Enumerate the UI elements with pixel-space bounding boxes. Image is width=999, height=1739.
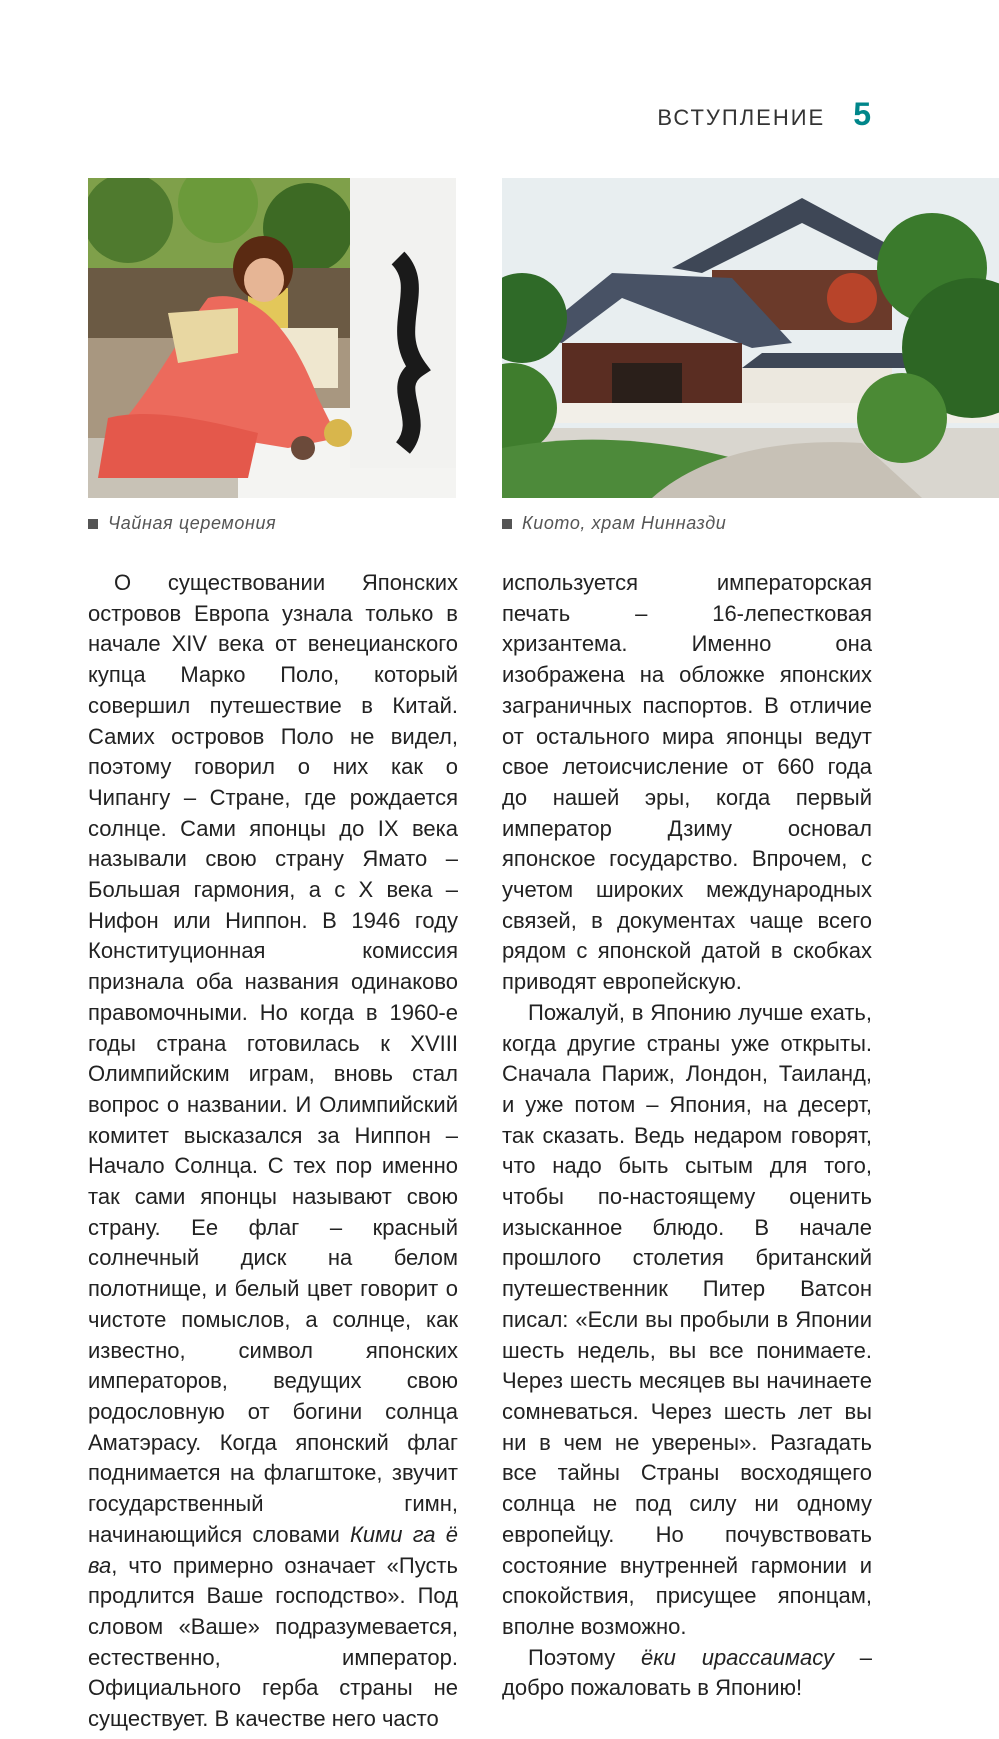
page-header bbox=[657, 96, 871, 133]
photo-caption-left bbox=[88, 513, 276, 534]
caption-text: Киото, храм Нинназди bbox=[522, 513, 727, 533]
paragraph: Пожалуй, в Японию лучше ехать, когда другие страны уже открыты. Сначала Париж, Лондон, Таиланд, и уже потом – Япония, на десерт, так сказать. Ведь недаром говорят, что надо быть сытым для того, чтобы по-настоящему оценить изысканное блюдо. В начале прошлого столетия британский путешественник Питер Ватсон писал: «Если вы пробыли в Японии шесть недель, вы все понимаете. Через шесть месяцев вы начинаете сомневаться. Через шесть лет вы ни в чем не уверены». Разгадать все тайны Страны восходящего солнца не под силу ни одному европейцу. Но почувствовать состояние внутренней гармонии и спокойствия, присущее японцам, вполне возможно. bbox=[502, 999, 872, 1639]
paragraph-text: , что примерно означает «Пусть продлится Ваше господство». Под словом «Ваше» подразумевается, естественно, император. Официального герба страны не существует. В качестве него часто bbox=[88, 1552, 458, 1732]
caption-text: Чайная церемония bbox=[108, 513, 277, 533]
temple-photo bbox=[502, 178, 999, 498]
tea-ceremony-photo bbox=[88, 178, 456, 498]
tea-ceremony-image bbox=[88, 178, 456, 498]
page-number: 5 bbox=[853, 96, 871, 132]
photo-caption-right bbox=[502, 513, 726, 534]
italic-phrase: ёки ирассаимасу bbox=[641, 1644, 834, 1670]
paragraph-text: Поэтому bbox=[528, 1644, 642, 1670]
temple-image bbox=[502, 178, 999, 498]
paragraph bbox=[88, 568, 458, 1735]
text-column-right bbox=[502, 568, 872, 1704]
italic-phrase: Кими га ё ва bbox=[88, 1521, 458, 1578]
paragraph-text: – добро пожаловать в Японию! bbox=[502, 1644, 873, 1701]
text-column-left bbox=[88, 568, 458, 1735]
section-title: ВСТУПЛЕНИЕ bbox=[657, 105, 826, 130]
paragraph-text: О существовании Японских островов Европа узнала только в начале XIV века от венецианского купца Марко Поло, который совершил путешествие в Китай. Самих островов Поло не видел, поэтому говорил о них как о Чипангу – Стране, где рождается солнце. Сами японцы до IX века называли свою страну Ямато – Большая гармония, а с X века – Нифон или Ниппон. В 1946 году Конституционная комиссия признала оба названия одинаково правомочными. Но когда в 1960-е годы страна готовилась к XVIII Олимпийским играм, вновь стал вопрос о названии. И Олимпийский комитет высказался за Ниппон – Начало Солнца. С тех пор именно так сами японцы называют свою страну. Ее флаг – красный солнечный диск на белом полотнище, и белый цвет говорит о чистоте помыслов, а солнце, как известно, символ японских императоров, ведущих свою родословную от богини солнца Аматэрасу. Когда японский флаг поднимается на флагштоке, звучит государственный гимн, начинающийся словами bbox=[88, 570, 458, 1547]
paragraph: используется императорская печать – 16-лепестковая хризантема. Именно она изображена на обложке японских заграничных паспортов. В отличие от остального мира японцы ведут свое летоисчисление от 660 года до нашей эры, когда первый император Дзиму основал японское государство. Впрочем, с учетом широких международных связей, в документах чаще всего рядом с японской датой в скобках приводят европейскую. bbox=[502, 570, 872, 995]
square-bullet-icon bbox=[502, 519, 512, 529]
square-bullet-icon bbox=[88, 519, 98, 529]
paragraph bbox=[502, 1643, 872, 1704]
